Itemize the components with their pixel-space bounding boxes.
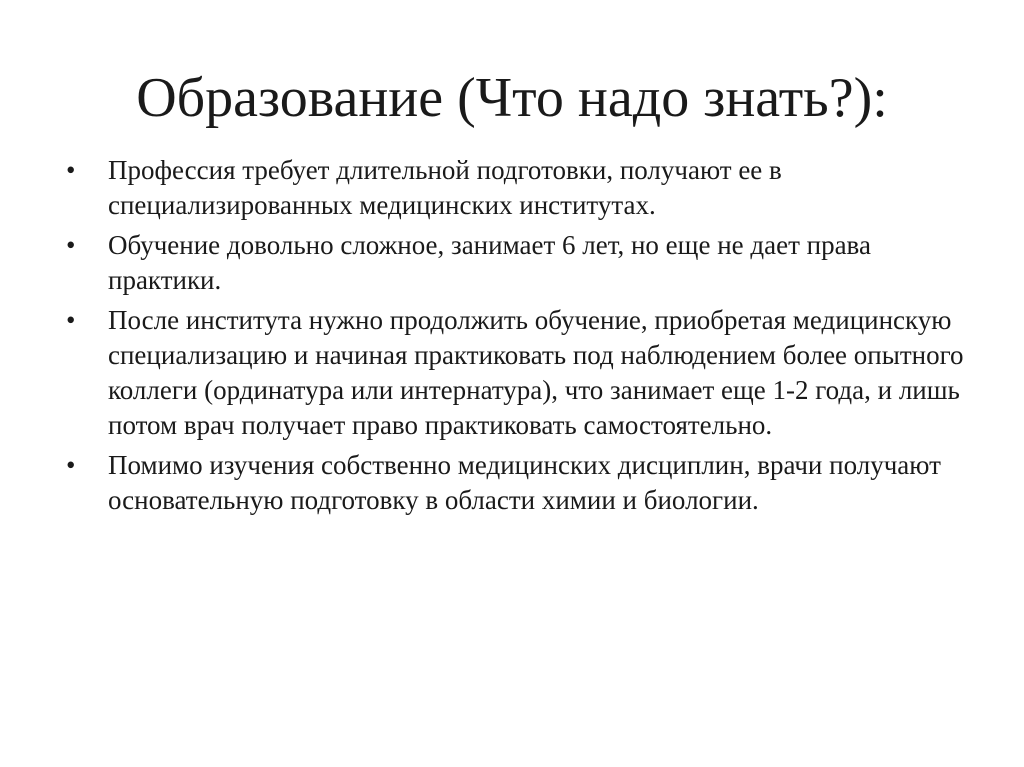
bullet-icon: • <box>66 450 76 480</box>
bullet-list <box>66 153 966 523</box>
list-item <box>66 303 966 443</box>
bullet-icon: • <box>66 305 76 335</box>
list-item <box>66 448 966 518</box>
bullet-text: Обучение довольно сложное, занимает 6 лет, но еще не дает права практики. <box>108 230 871 295</box>
bullet-text: После института нужно продолжить обучение, приобретая медицинскую специализацию и начиная практиковать под наблюдением более опытного коллеги (ординатура или интернатура), что занимает еще 1-2 года, и лишь потом врач получает право практиковать самостоятельно. <box>108 305 964 440</box>
slide-title: Образование (Что надо знать?): <box>136 67 888 129</box>
list-item <box>66 153 966 223</box>
list-item <box>66 228 966 298</box>
bullet-text: Профессия требует длительной подготовки, получают ее в специализированных медицинских институтах. <box>108 155 782 220</box>
bullet-icon: • <box>66 230 76 260</box>
bullet-text: Помимо изучения собственно медицинских дисциплин, врачи получают основательную подготовку в области химии и биологии. <box>108 450 941 515</box>
bullet-icon: • <box>66 155 76 185</box>
